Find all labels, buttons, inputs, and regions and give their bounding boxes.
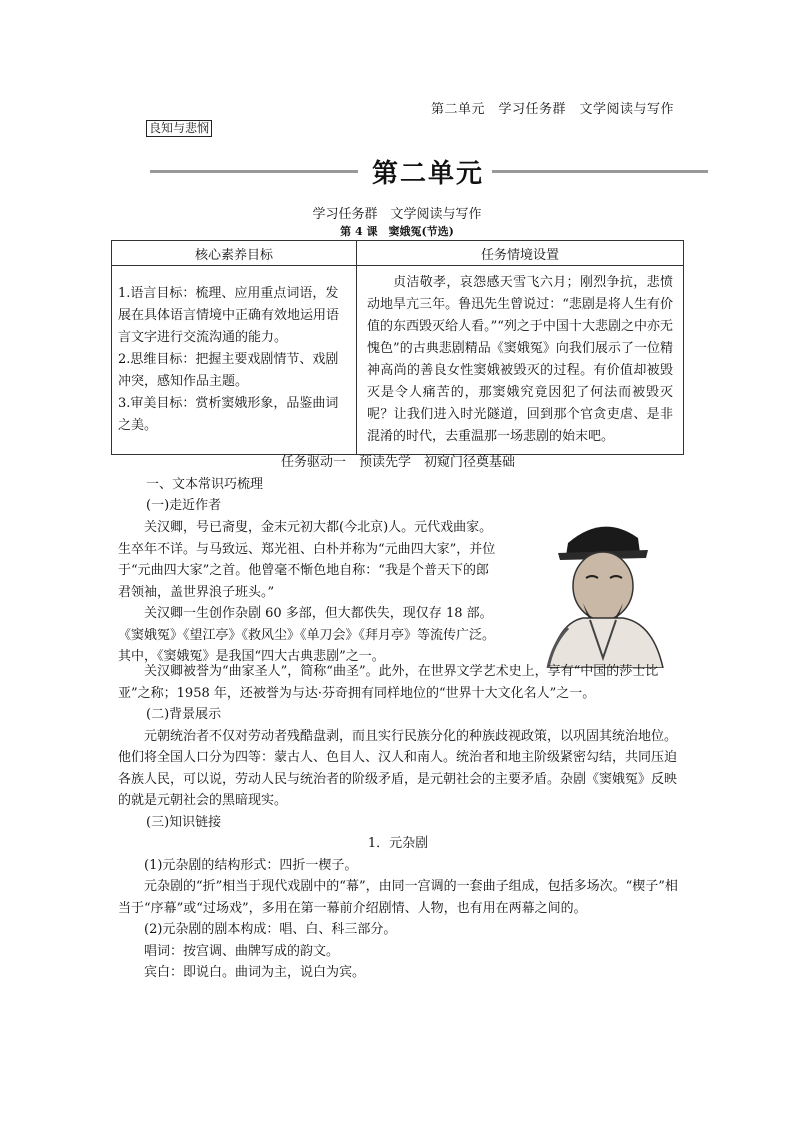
unit-subtitle: 学习任务群 文学阅读与写作 [312, 207, 482, 222]
goal-aesthetic: 3.审美目标：赏析窦娥形象，品鉴曲词之美。 [118, 396, 339, 433]
links-title: 1．元杂剧 [367, 836, 429, 851]
author-tail [118, 661, 678, 984]
divider-left [150, 170, 358, 173]
author-paragraph-2: 关汉卿一生创作杂剧 60 多部，但大都佚失，现仅存 18 部。《窦娥冤》《望江亭》《救风尘》《单刀会》《拜月亭》等流传广泛。其中，《窦娥冤》是我国“四大古典悲剧”之一。 [118, 606, 496, 664]
links-paragraph-1: (1)元杂剧的结构形式：四折一楔子。 [144, 857, 358, 873]
heading-background: (二)背景展示 [146, 707, 222, 722]
links-paragraph-5: 宾白：即说白。曲词为主，说白为宾。 [144, 965, 366, 980]
heading-author: (一)走近作者 [146, 498, 222, 513]
task-block [118, 452, 678, 517]
divider-right [492, 170, 708, 173]
scenario-col-header: 任务情境设置 [357, 241, 684, 266]
goals-col-header: 核心素养目标 [112, 241, 357, 266]
lesson-title: 第 4 课 窦娥冤(节选) [340, 225, 454, 238]
links-paragraph-2: 元杂剧的“折”相当于现代戏剧中的“幕”，由同一宫调的一套曲子组成，包括多场次。“楔子”相当于“序幕”或“过场戏”，多用在第一幕前介绍剧情、人物，也有用在两幕之间的。 [118, 879, 678, 916]
heading-knowledge: 一、文本常识巧梳理 [146, 476, 264, 492]
goal-language: 1.语言目标：梳理、应用重点词语，发展在具体语言情境中正确有效地运用语言文字进行交流沟通的能力。 [118, 286, 340, 345]
running-header: 第二单元 学习任务群 文学阅读与写作 [430, 102, 674, 117]
goals-cell [112, 266, 357, 455]
task-title: 任务驱动一 预读先学 初窥门径奠基础 [280, 455, 515, 470]
guan-hanqing-portrait [528, 508, 678, 668]
unit-title: 第二单元 [371, 159, 484, 189]
links-paragraph-4: 唱词：按宫调、曲牌写成的韵文。 [144, 943, 340, 959]
heading-links: (三)知识链接 [146, 814, 222, 830]
section-tag: 良知与悲悯 [146, 120, 212, 137]
goal-thinking: 2.思维目标：把握主要戏剧情节、戏剧冲突，感知作品主题。 [118, 352, 339, 389]
background-paragraph: 元朝统治者不仅对劳动者残酷盘剥，而且实行民族分化的种族歧视政策，以巩固其统治地位。他们将全国人口分为四等：蒙古人、色目人、汉人和南人。统治者和地主阶级紧密勾结，共同压迫各族人民，可以说，劳动人民与统治者的阶级矛盾，是元朝社会的主要矛盾。杂剧《窦娥冤》反映的就是元朝社会的黑暗现实。 [118, 728, 678, 808]
links-paragraph-3: (2)元杂剧的剧本构成：唱、白、科三部分。 [144, 922, 397, 937]
author-paragraph-3: 关汉卿被誉为“曲家圣人”，简称“曲圣”。此外，在世界文学艺术史上，享有“中国的莎士比亚”之称；1958 年，还被誉为与达·芬奇拥有同样地位的“世界十大文化名人”之一。 [118, 664, 659, 701]
author-text [118, 517, 498, 668]
scenario-cell: 贞洁敬孝，哀怨感天雪飞六月；刚烈争抗，悲愤动地旱亢三年。鲁迅先生曾说过：“悲剧是将人生有价值的东西毁灭给人看。”“列之于中国十大悲剧之中亦无愧色”的古典悲剧精品《窦娥冤》向我们展示了一位精神高尚的善良女性窦娥被毁灭的过程。有价值却被毁灭是令人痛苦的，那窦娥究竟因犯了何法而被毁灭呢？让我们进入时光隧道，回到那个官贪吏虐、是非混淆的时代，去重温那一场悲剧的始末吧。 [357, 266, 684, 455]
author-paragraph-1: 关汉卿，号已斋叟，金末元初大都(今北京)人。元代戏曲家。生卒年不详。与马致远、郑光祖、白朴并称为“元曲四大家”，并位于“元曲四大家”之首。他曾毫不惭色地自称：“我是个普天下的郎君领袖，盖世界浪子班头。” [118, 520, 496, 600]
goals-table [111, 240, 684, 455]
